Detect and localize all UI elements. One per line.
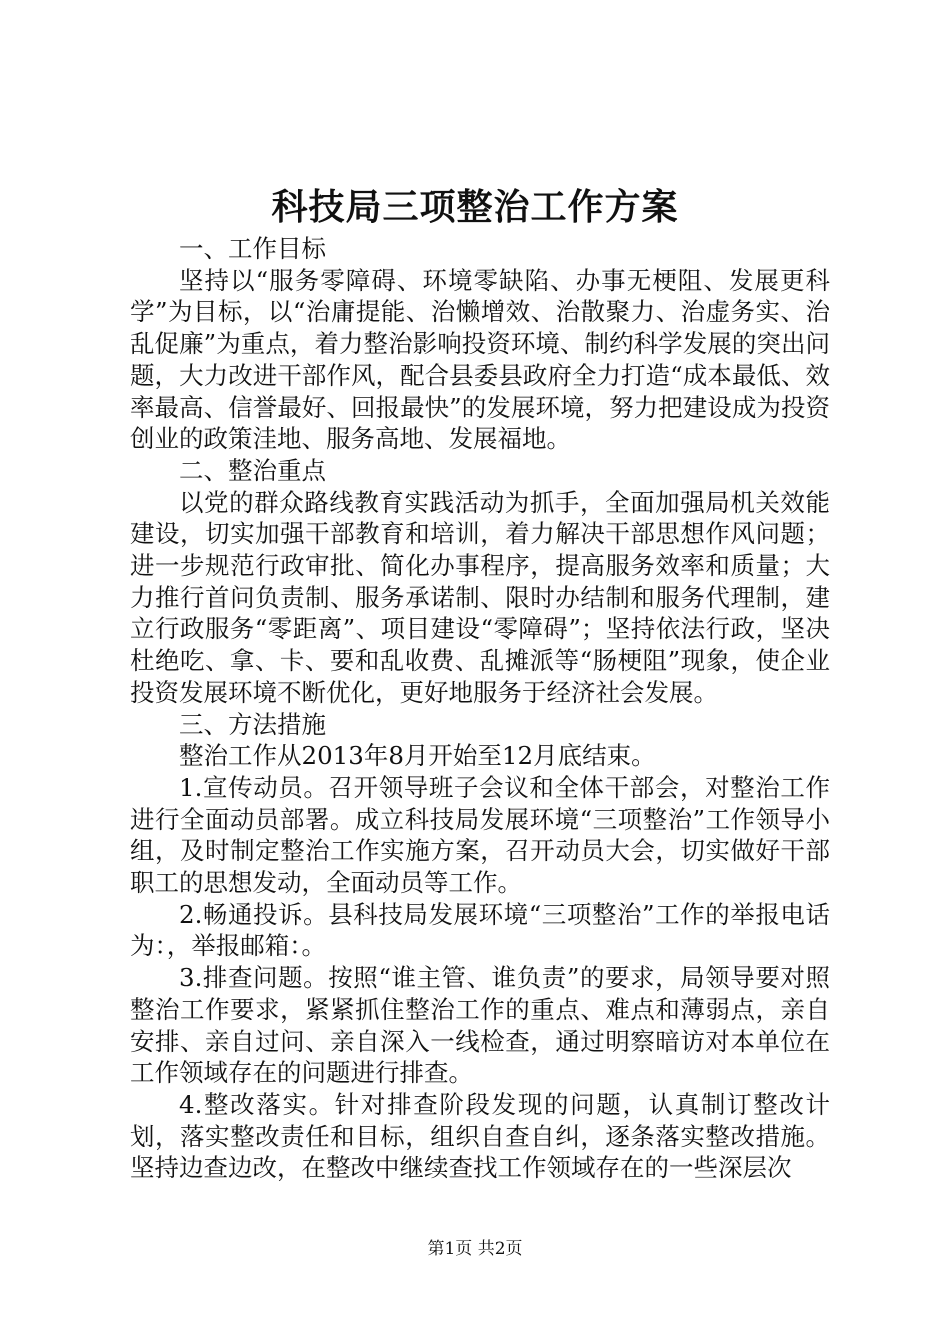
paragraph-goals: 坚持以“服务零障碍、环境零缺陷、办事无梗阻、发展更科学”为目标，以“治庸提能、治懒增效、治散聚力、治虚务实、治乱促廉”为重点，着力整治影响投资环境、制约科学发展的突出问题，大力改进干部作风，配合县委县政府全力打造“成本最低、效率最高、信誉最好、回报最快”的发展环境，努力把建设成为投资创业的政策洼地、服务高地、发展福地。	[130, 265, 830, 454]
paragraph-focus: 以党的群众路线教育实践活动为抓手，全面加强局机关效能建设，切实加强干部教育和培训，着力解决干部思想作风问题；进一步规范行政审批、简化办事程序，提高服务效率和质量；大力推行首问负责制、服务承诺制、限时办结制和服务代理制，建立行政服务“零距离”、项目建设“零障碍”；坚持依法行政，坚决杜绝吃、拿、卡、要和乱收费、乱摊派等“肠梗阻”现象，使企业投资发展环境不断优化，更好地服务于经济社会发展。	[130, 487, 830, 707]
section-heading-measures: 三、方法措施	[179, 709, 326, 739]
document-body	[130, 233, 830, 1184]
section-heading-goals: 一、工作目标	[179, 234, 326, 263]
section-heading-focus: 二、整治重点	[179, 455, 326, 485]
paragraph-measure-1: 1.宣传动员。召开领导班子会议和全体干部会，对整治工作进行全面动员部署。成立科技局发展环境“三项整治”工作领导小组，及时制定整治工作实施方案，召开动员大会，切实做好干部职工的思想发动，全面动员等工作。	[130, 772, 830, 898]
paragraph-measure-4: 4.整改落实。针对排查阶段发现的问题，认真制订整改计划，落实整改责任和目标，组织自查自纠，逐条落实整改措施。坚持边查边改，在整改中继续查找工作领域存在的一些深层次	[130, 1089, 830, 1183]
paragraph-measure-2: 2.畅通投诉。县科技局发展环境“三项整治”工作的举报电话为：，举报邮箱：。	[130, 899, 830, 961]
document-title: 科技局三项整治工作方案	[271, 186, 679, 228]
page-number-footer: 第1页 共2页	[427, 1239, 523, 1259]
paragraph-measure-3: 3.排查问题。按照“谁主管、谁负责”的要求，局领导要对照整治工作要求，紧紧抓住整治工作的重点、难点和薄弱点，亲自安排、亲自过问、亲自深入一线检查，通过明察暗访对本单位在工作领域存在的问题进行排查。	[130, 963, 830, 1088]
paragraph-timeline: 整治工作从2013年8月开始至12月底结束。	[179, 741, 656, 771]
